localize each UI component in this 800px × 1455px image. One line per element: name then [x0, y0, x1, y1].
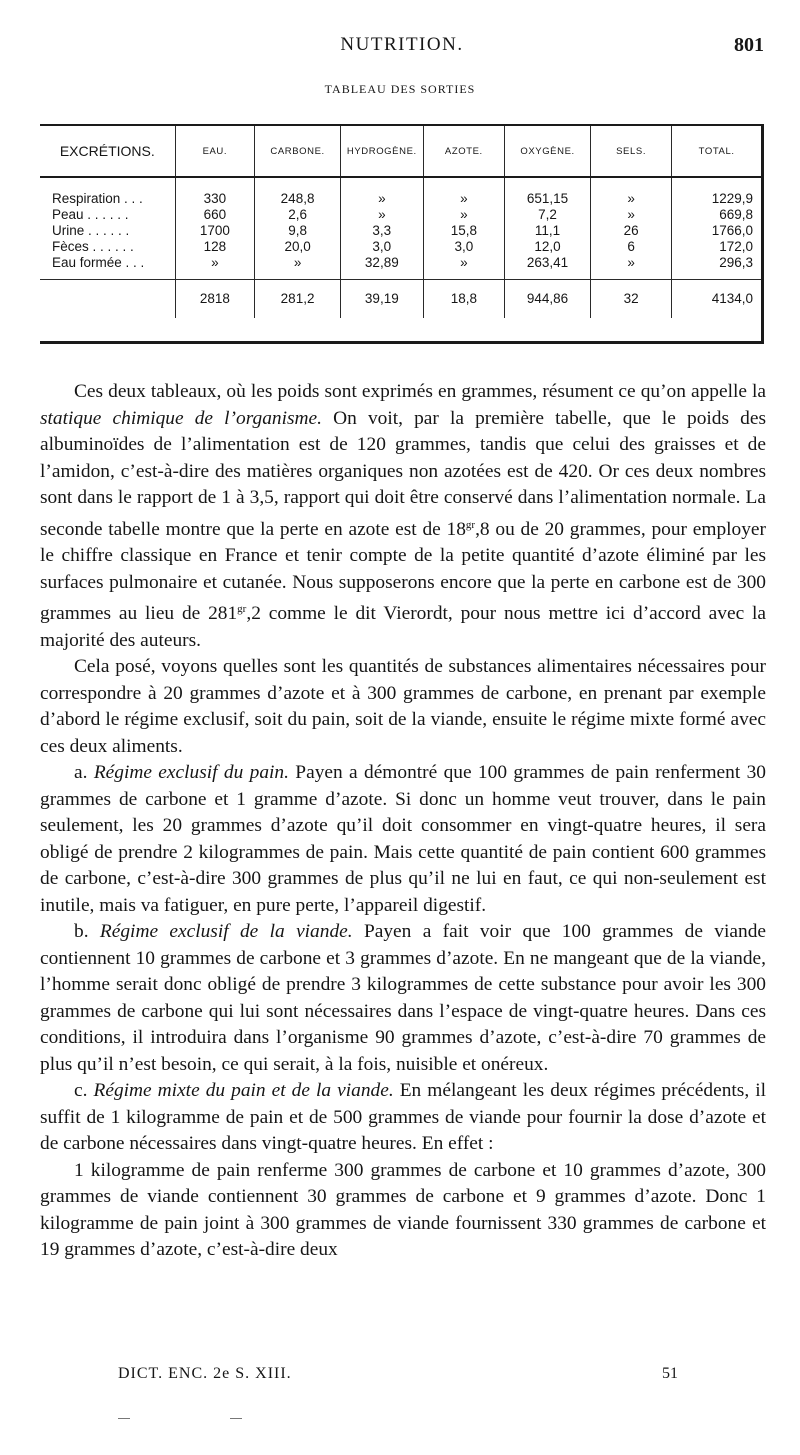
cell-carbone: 2,6 [255, 207, 341, 223]
paragraph: Cela posé, voyons quelles sont les quantités de substances alimentaires nécessaires pour correspondre à 20 grammes d’azote et à 300 grammes de carbone, en prenant par exemple d’abord le régime exclusif, soit du pain, soit de la viande, ensuite le régime mixte formé avec ces deux aliments. [40, 656, 766, 757]
sum-hydrogene: 39,19 [341, 280, 424, 319]
cell-eau: » [175, 255, 255, 280]
unit-superscript: gr [465, 518, 476, 531]
cell-azote: » [423, 207, 504, 223]
paragraph: 1 kilogramme de pain renferme 300 grammes de carbone et 10 grammes d’azote, 300 grammes de viande contiennent 30 grammes de carbone et 9 grammes d’azote. Donc 1 kilogramme de pain joint à 300 grammes de viande fournissent 330 grammes de carbone et 19 grammes d’azote, c’est-à-dire deux [40, 1159, 766, 1260]
row-label: Peau . . . . . . [52, 207, 129, 222]
column-header-hydrogene: HYDROGÈNE. [341, 126, 424, 177]
cell-azote: 15,8 [423, 223, 504, 239]
column-header-total: TOTAL. [672, 126, 761, 177]
cell-carbone: 248,8 [255, 191, 341, 207]
table-row [40, 207, 761, 223]
cell-total: 669,8 [672, 207, 761, 223]
cell-oxygene: 7,2 [505, 207, 591, 223]
row-label: Eau formée . . . [52, 255, 145, 270]
section-title: Régime exclusif de la viande. [99, 921, 353, 942]
paragraph: c. Régime mixte du pain et de la viande. En mélangeant les deux régimes précédents, il suffit de 1 kilogramme de pain et de 500 grammes de viande pour fournir la dose d’azote et de carbone nécessaires dans vingt-quatre heures. En effet : [40, 1080, 766, 1154]
body-text [40, 379, 766, 1264]
page-footer [40, 1365, 760, 1389]
cell-oxygene: 11,1 [505, 223, 591, 239]
cell-hydrogene: 3,0 [341, 239, 424, 255]
italic-term: statique chimique de l’organisme. [40, 407, 322, 429]
cell-oxygene: 263,41 [505, 255, 591, 280]
cell-total: 1766,0 [672, 223, 761, 239]
table-header-row [40, 126, 761, 177]
cell-oxygene: 651,15 [505, 191, 591, 207]
page-number: 801 [734, 34, 764, 56]
sum-carbone: 281,2 [255, 280, 341, 319]
scan-mark [118, 1418, 130, 1419]
column-header-sels: SELS. [591, 126, 672, 177]
column-header-azote: AZOTE. [423, 126, 504, 177]
cell-eau: 1700 [175, 223, 255, 239]
table-sum-row [40, 280, 761, 319]
cell-hydrogene: » [341, 207, 424, 223]
cell-oxygene: 12,0 [505, 239, 591, 255]
row-label: Respiration . . . [52, 191, 143, 206]
column-header-eau: EAU. [175, 126, 255, 177]
sum-sels: 32 [591, 280, 672, 319]
column-header-carbone: CARBONE. [255, 126, 341, 177]
section-title: Régime mixte du pain et de la viande. [93, 1080, 394, 1101]
paragraph: Ces deux tableaux, où les poids sont exprimés en grammes, résument ce qu’on appelle la statique chimique de l’organisme. On voit, par la première tabelle, que le poids des albuminoïdes de l’alimentation est de 120 grammes, tandis que celui des graisses et de l’amidon, c’est-à-dire des matières organiques non azotées est de 420. Or ces deux nombres sont dans le rapport de 1 à 3,5, rapport qui doit être conservé dans l’alimentation normale. La seconde tabelle montre que la perte en azote est de $18^{gr},8$ ou de 20 grammes, pour employer le chiffre classique en France et tenir compte de la petite quantité d’azote éliminé par les surfaces pulmonaire et cutanée. Nous supposerons encore que la perte en carbone est de 300 grammes au lieu de $281^{gr},2$ comme le dit Vierordt, pour nous mettre ici d’accord avec la majorité des auteurs. [40, 381, 766, 651]
cell-sels: » [591, 255, 672, 280]
table-row [40, 255, 761, 280]
row-label: Urine . . . . . . [52, 223, 130, 238]
cell-carbone: 9,8 [255, 223, 341, 239]
cell-eau: 330 [175, 191, 255, 207]
cell-sels: » [591, 191, 672, 207]
table-row [40, 191, 761, 207]
cell-sels: 26 [591, 223, 672, 239]
cell-total: 296,3 [672, 255, 761, 280]
cell-azote: » [423, 191, 504, 207]
paragraph: b. Régime exclusif de la viande. Payen a fait voir que 100 grammes de viande contiennent 10 grammes de carbone et 3 grammes d’azote. En ne mangeant que de la viande, l’homme serait donc obligé de prendre 3 kilogrammes de cette substance pour avoir les 300 grammes de carbone qui lui sont nécessaires dans l’espace de vingt-quatre heures. Dans ces conditions, il introduira dans l’organisme 90 grammes d’azote, c’est-à-dire 70 grammes de plus qu’il n’est besoin, ce qui serait, à la fois, nuisible et onéreux. [40, 921, 766, 1075]
table-row [40, 239, 761, 255]
section-title: Régime exclusif du pain. [93, 762, 289, 783]
column-header-excretions: EXCRÉTIONS. [40, 126, 175, 177]
cell-eau: 660 [175, 207, 255, 223]
cell-carbone: » [255, 255, 341, 280]
cell-azote: 3,0 [423, 239, 504, 255]
footer-sheet-number: 51 [662, 1365, 678, 1382]
cell-hydrogene: » [341, 191, 424, 207]
scan-mark [230, 1418, 242, 1419]
cell-eau: 128 [175, 239, 255, 255]
cell-sels: 6 [591, 239, 672, 255]
paragraph: a. Régime exclusif du pain. Payen a démontré que 100 grammes de pain renferment 30 grammes de carbone et 1 gramme d’azote. Si donc un homme veut trouver, dans le pain seulement, les 20 grammes d’azote qu’il doit consommer en vingt-quatre heures, il sera obligé de prendre 2 kilogrammes de pain. Mais cette quantité de pain contient 600 grammes de carbone, c’est-à-dire 300 grammes de plus qu’il ne lui en faut, ce qui non-seulement est inutile, mais va fatiguer, en pure perte, l’appareil digestif. [40, 762, 766, 916]
table-title: TABLEAU DES SORTIES [324, 82, 476, 96]
page-title: NUTRITION. [340, 34, 464, 55]
cell-hydrogene: 32,89 [341, 255, 424, 280]
row-label: Fèces . . . . . . [52, 239, 134, 254]
sum-azote: 18,8 [423, 280, 504, 319]
cell-total: 172,0 [672, 239, 761, 255]
cell-azote: » [423, 255, 504, 280]
sum-oxygene: 944,86 [505, 280, 591, 319]
column-header-oxygene: OXYGÈNE. [505, 126, 591, 177]
sum-eau: 2818 [175, 280, 255, 319]
unit-superscript: gr [237, 603, 247, 615]
sorties-table [40, 126, 761, 318]
cell-total: 1229,9 [672, 191, 761, 207]
footer-signature: DICT. ENC. 2e S. XIII. [118, 1365, 292, 1382]
sorties-table-frame [40, 124, 764, 344]
cell-sels: » [591, 207, 672, 223]
running-header [40, 34, 764, 58]
cell-carbone: 20,0 [255, 239, 341, 255]
table-row [40, 223, 761, 239]
sum-total: 4134,0 [672, 280, 761, 319]
cell-hydrogene: 3,3 [341, 223, 424, 239]
